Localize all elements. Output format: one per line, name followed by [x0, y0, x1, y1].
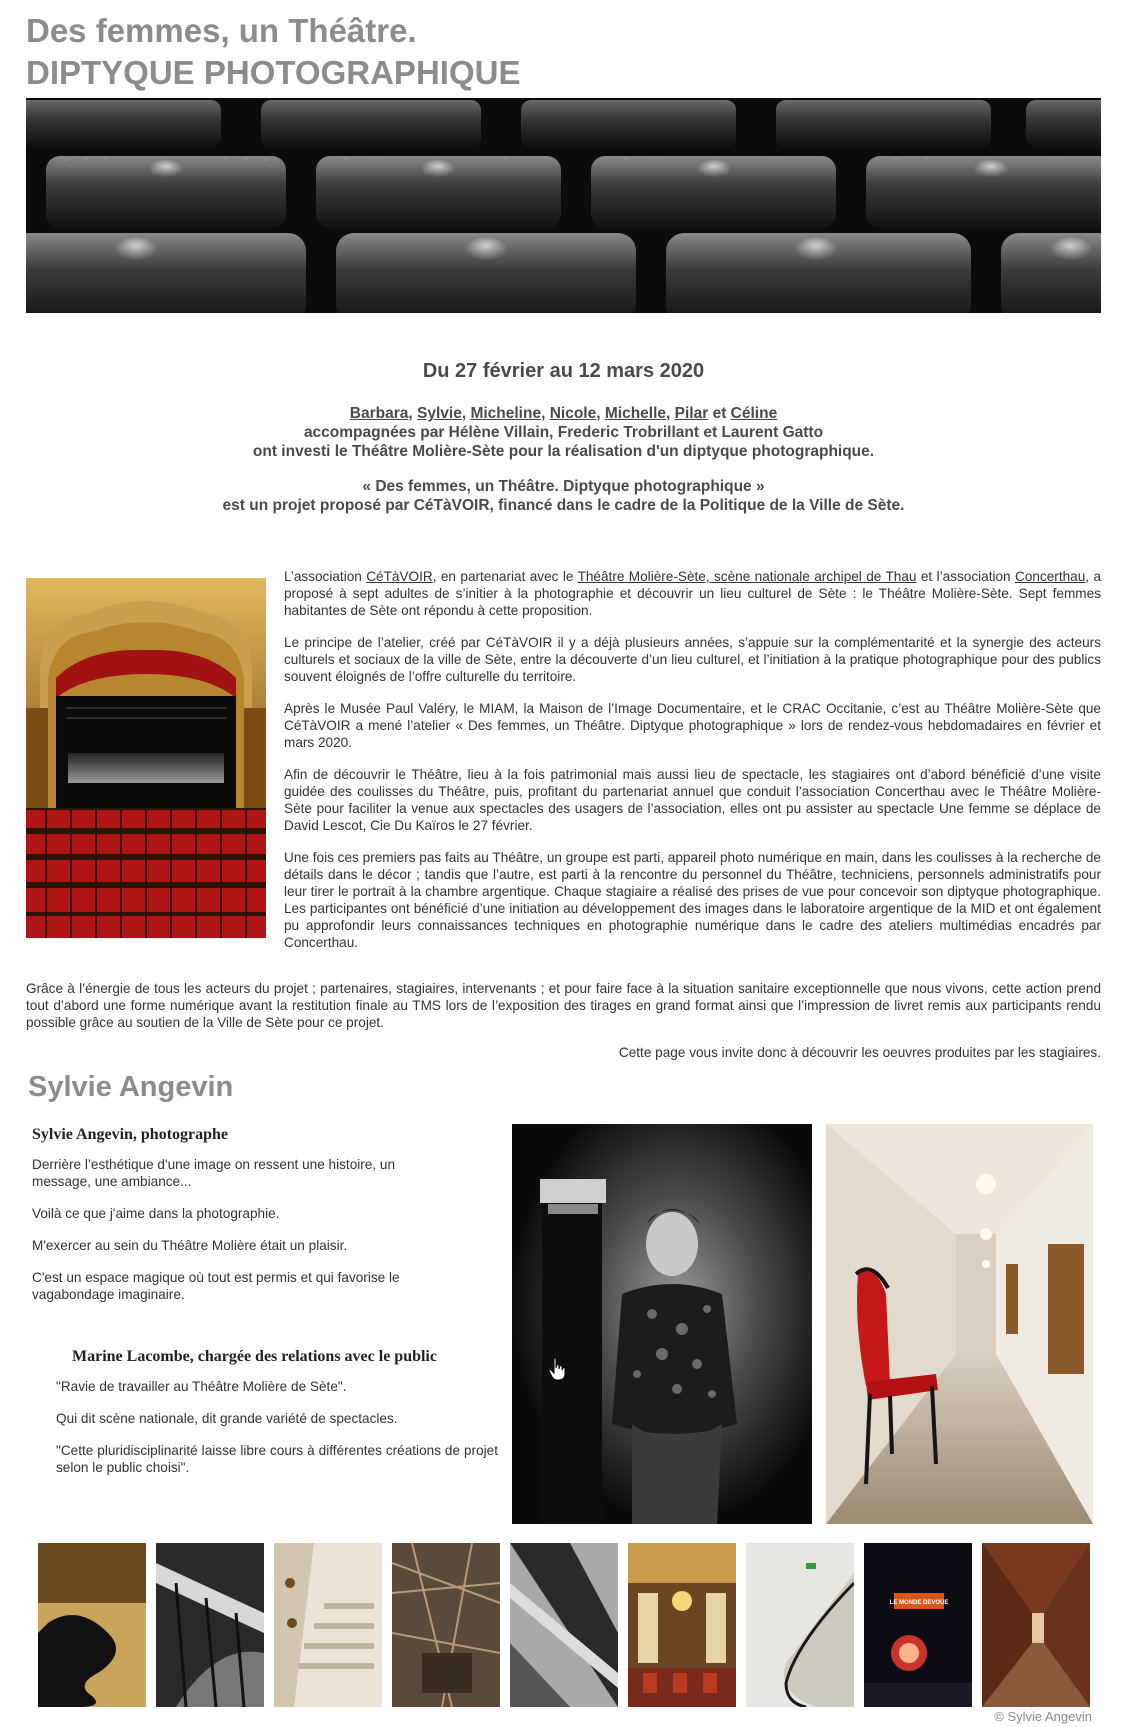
artist-bio — [32, 1156, 437, 1318]
bio-paragraph: Voilà ce que j'aime dans la photographie. — [32, 1206, 280, 1221]
event-dates: Du 27 février au 12 mars 2020 — [422, 360, 705, 382]
bio-paragraph: C'est un espace magique où tout est permis et qui favorise le vagabondage imaginaire. — [32, 1270, 400, 1302]
article-paragraph: Grâce à l’énergie de tous les acteurs du projet ; partenaires, stagiaires, intervenants ; et pour faire face à la situation sanitaire exceptionnelle que nous vivons, cette action prend tout d’abord une forme numérique avant la restitution finale au TMS lors de l’exposition des tirages en grand format ainsi que l’impression de livret remis aux participants rendu possible grâce au soutien de la Ville de Sète pour ce projet. — [26, 981, 1101, 1030]
participant-link[interactable]: Nicole — [549, 405, 597, 422]
article-paragraph: Une fois ces premiers pas faits au Théâtre, un groupe est parti, appareil photo numérique en main, dans les coulisses à la recherche de détails dans le décor ; tandis que l’autre, est parti à la rencontre du personnel du Théâtre, techniciens, personnels administratifs pour leur tirer le portrait à la chambre argentique. Chaque stagiaire a réalisé des prises de vue pour concevoir son diptyque photographique. Les participantes ont bénéficié d’une initiation au développement des images dans le laboratoire argentique de la MID et ont également pu approfondir leurs connaissances techniques en photographie numérique dans le cadre des ateliers multimédias encadrés par Concerthau. — [284, 850, 1101, 950]
article-closing — [26, 980, 1101, 1046]
artist-bio-heading: Sylvie Angevin, photographe — [32, 1126, 229, 1143]
article-body — [284, 568, 1101, 966]
bio-paragraph: M'exercer au sein du Théâtre Molière était un plaisir. — [32, 1238, 348, 1253]
project-funding-line: est un projet proposé par CéTàVOIR, financé dans le cadre de la Politique de la Ville de Sète. — [222, 497, 905, 514]
page-title: Des femmes, un Théâtre. — [26, 12, 417, 49]
thumb-foyer-chandelier[interactable] — [628, 1543, 736, 1707]
artist-name-heading: Sylvie Angevin — [28, 1071, 234, 1103]
theatre-stage-photo — [26, 578, 266, 938]
cetavoir-link[interactable]: CéTàVOIR — [366, 569, 433, 584]
thumb-stage-sign-text: LE MONDE DEVOUE — [889, 1600, 949, 1606]
thumb-stair-railing[interactable] — [156, 1543, 264, 1707]
thumb-balcony-ironwork[interactable] — [38, 1543, 146, 1707]
thumbnail-gallery — [38, 1543, 1094, 1707]
participant-link[interactable]: Céline — [730, 405, 778, 422]
theatre-seats-banner — [26, 98, 1101, 313]
theatre-moliere-link[interactable]: Théâtre Molière-Sète, scène nationale archipel de Thau — [577, 569, 917, 584]
thumb-shadow-lines[interactable] — [510, 1543, 618, 1707]
concerthau-link[interactable]: Concerthau — [1015, 569, 1086, 584]
article-paragraph: Le principe de l’atelier, créé par CéTàVOIR il y a déjà plusieurs années, s’appuie sur la complémentarité et la synergie des acteurs culturels et sociaux de la ville de Sète, entre la découverte d’un lieu culturel, et l’initiation à la pratique photographique pour des publics souvent éloignés de l’offre culturelle du territoire. — [284, 635, 1101, 684]
quote-paragraph: "Ravie de travailler au Théâtre Molière de Sète". — [56, 1379, 347, 1394]
project-title-line: « Des femmes, un Théâtre. Diptyque photographique » — [362, 478, 765, 495]
participants-block — [26, 404, 1101, 461]
participant-link[interactable]: Barbara — [349, 405, 409, 422]
thumb-stairwell[interactable] — [746, 1543, 854, 1707]
participant-link[interactable]: Sylvie — [417, 405, 462, 422]
subject-quote — [56, 1378, 498, 1491]
thumb-long-corridor[interactable] — [982, 1543, 1090, 1707]
quote-paragraph: Qui dit scène nationale, dit grande variété de spectacles. — [56, 1411, 398, 1426]
thumb-dark-stage-sign[interactable] — [864, 1543, 972, 1707]
diptych-portrait-photo[interactable] — [512, 1124, 812, 1524]
article-paragraph: Afin de découvrir le Théâtre, lieu à la fois patrimonial mais aussi lieu de spectacle, les stagiaires ont d’abord bénéficié d’une visite guidée des coulisses du Théâtre, puis, profitant du partenariat annuel que conduit l’association Concerthau avec le Théâtre Molière-Sète pour faciliter la venue aux spectacles des usagers de l’association, elles ont pu assister au spectacle Une femme se déplace de David Lescot, Cie Du Kaïros le 27 février. — [284, 767, 1101, 833]
participants-line: Barbara, Sylvie, Micheline, Nicole, Michelle, Pilar et Céline — [349, 405, 778, 422]
article-paragraph: Après le Musée Paul Valéry, le MIAM, la Maison de l’Image Documentaire, et le CRAC Occitanie, c’est au Théâtre Molière-Sète que CéTàVOIR a mené l’atelier « Des femmes, un Théâtre. Diptyque photographique » lors de rendez-vous hebdomadaires en février et mars 2020. — [284, 701, 1101, 750]
diptych-chair-photo[interactable] — [826, 1124, 1093, 1524]
intro-line-accompanied: accompagnées par Hélène Villain, Frederic Trobrillant et Laurent Gatto — [303, 424, 824, 441]
article-paragraph: L’association CéTàVOIR, en partenariat avec le Théâtre Molière-Sète, scène nationale archipel de Thau et l’association Concerthau, a proposé à sept adultes de s’initier à la photographie et découvrir un lieu culturel de Sète : le Théâtre Molière-Sète. Sept femmes habitantes de Sète ont répondu à cette proposition. — [284, 569, 1101, 618]
intro-line-invested: ont investi le Théâtre Molière-Sète pour la réalisation d'un diptyque photographique. — [252, 443, 875, 460]
participant-link[interactable]: Michelle — [604, 405, 667, 422]
copyright-notice: © Sylvie Angevin — [994, 1709, 1092, 1724]
participant-link[interactable]: Micheline — [470, 405, 542, 422]
invite-line: Cette page vous invite donc à découvrir les oeuvres produites par les stagiaires. — [618, 1045, 1101, 1060]
thumb-white-staircase[interactable] — [274, 1543, 382, 1707]
subject-heading: Marine Lacombe, chargée des relations avec le public — [72, 1348, 437, 1365]
participant-link[interactable]: Pilar — [674, 405, 709, 422]
quote-paragraph: "Cette pluridisciplinarité laisse libre cours à différentes créations de projet selon le public choisi". — [56, 1443, 498, 1475]
page-subtitle: DIPTYQUE PHOTOGRAPHIQUE — [26, 54, 521, 91]
project-statement — [26, 477, 1101, 515]
bio-paragraph: Derrière l’esthétique d'une image on ressent une histoire, un message, une ambiance... — [32, 1157, 396, 1189]
hand-cursor-icon — [548, 1357, 566, 1386]
thumb-stage-rigging[interactable] — [392, 1543, 500, 1707]
